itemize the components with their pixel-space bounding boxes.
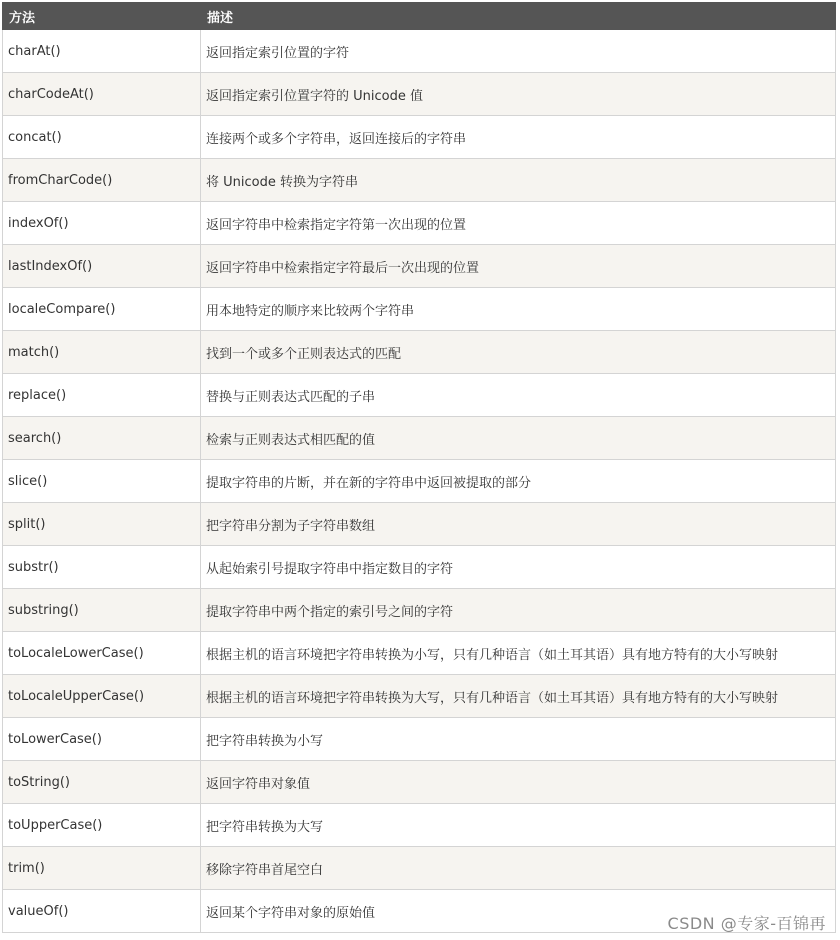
- table-header-row: [3, 3, 836, 30]
- method-cell: slice(): [3, 460, 201, 503]
- method-cell: valueOf(): [3, 890, 201, 933]
- table-row: [3, 546, 836, 589]
- description-cell: 返回字符串中检索指定字符最后一次出现的位置: [201, 245, 836, 288]
- description-cell: 根据主机的语言环境把字符串转换为小写，只有几种语言（如土耳其语）具有地方特有的大小写映射: [201, 632, 836, 675]
- table-row: [3, 503, 836, 546]
- description-cell: 把字符串转换为大写: [201, 804, 836, 847]
- table-row: [3, 632, 836, 675]
- method-cell: match(): [3, 331, 201, 374]
- table-row: [3, 245, 836, 288]
- table-row: [3, 804, 836, 847]
- table-row: [3, 202, 836, 245]
- description-cell: 根据主机的语言环境把字符串转换为大写，只有几种语言（如土耳其语）具有地方特有的大小写映射: [201, 675, 836, 718]
- table-row: [3, 159, 836, 202]
- method-cell: lastIndexOf(): [3, 245, 201, 288]
- csdn-watermark: CSDN @专家-百锦再: [667, 914, 826, 933]
- description-cell: 把字符串分割为子字符串数组: [201, 503, 836, 546]
- description-cell: 返回指定索引位置的字符: [201, 30, 836, 73]
- description-cell: 移除字符串首尾空白: [201, 847, 836, 890]
- column-header-description: 描述: [201, 3, 836, 30]
- description-cell: 返回指定索引位置字符的 Unicode 值: [201, 73, 836, 116]
- description-cell: 从起始索引号提取字符串中指定数目的字符: [201, 546, 836, 589]
- table-row: [3, 116, 836, 159]
- method-cell: search(): [3, 417, 201, 460]
- column-header-method: 方法: [3, 3, 201, 30]
- table-row: [3, 589, 836, 632]
- method-cell: charAt(): [3, 30, 201, 73]
- method-cell: replace(): [3, 374, 201, 417]
- description-cell: 将 Unicode 转换为字符串: [201, 159, 836, 202]
- description-cell: 提取字符串中两个指定的索引号之间的字符: [201, 589, 836, 632]
- table-row: [3, 331, 836, 374]
- table-row: [3, 30, 836, 73]
- description-cell: 提取字符串的片断，并在新的字符串中返回被提取的部分: [201, 460, 836, 503]
- table-row: [3, 761, 836, 804]
- method-cell: indexOf(): [3, 202, 201, 245]
- table-row: [3, 288, 836, 331]
- method-cell: toUpperCase(): [3, 804, 201, 847]
- description-cell: 用本地特定的顺序来比较两个字符串: [201, 288, 836, 331]
- method-cell: trim(): [3, 847, 201, 890]
- description-cell: 返回字符串中检索指定字符第一次出现的位置: [201, 202, 836, 245]
- table-row: [3, 417, 836, 460]
- table-row: [3, 374, 836, 417]
- table-row: [3, 73, 836, 116]
- table-row: [3, 847, 836, 890]
- table-body: [3, 30, 836, 933]
- table-row: [3, 718, 836, 761]
- description-cell: 连接两个或多个字符串，返回连接后的字符串: [201, 116, 836, 159]
- description-cell: 返回字符串对象值: [201, 761, 836, 804]
- method-cell: charCodeAt(): [3, 73, 201, 116]
- method-cell: localeCompare(): [3, 288, 201, 331]
- description-cell: 替换与正则表达式匹配的子串: [201, 374, 836, 417]
- description-cell: 检索与正则表达式相匹配的值: [201, 417, 836, 460]
- method-cell: substring(): [3, 589, 201, 632]
- string-methods-table: [2, 2, 836, 933]
- description-cell: 返回某个字符串对象的原始值: [201, 890, 836, 933]
- method-cell: fromCharCode(): [3, 159, 201, 202]
- table-row: [3, 460, 836, 503]
- method-cell: toLowerCase(): [3, 718, 201, 761]
- method-cell: split(): [3, 503, 201, 546]
- method-cell: concat(): [3, 116, 201, 159]
- description-cell: 把字符串转换为小写: [201, 718, 836, 761]
- method-cell: toLocaleLowerCase(): [3, 632, 201, 675]
- method-cell: substr(): [3, 546, 201, 589]
- table-row: [3, 675, 836, 718]
- method-cell: toString(): [3, 761, 201, 804]
- description-cell: 找到一个或多个正则表达式的匹配: [201, 331, 836, 374]
- method-cell: toLocaleUpperCase(): [3, 675, 201, 718]
